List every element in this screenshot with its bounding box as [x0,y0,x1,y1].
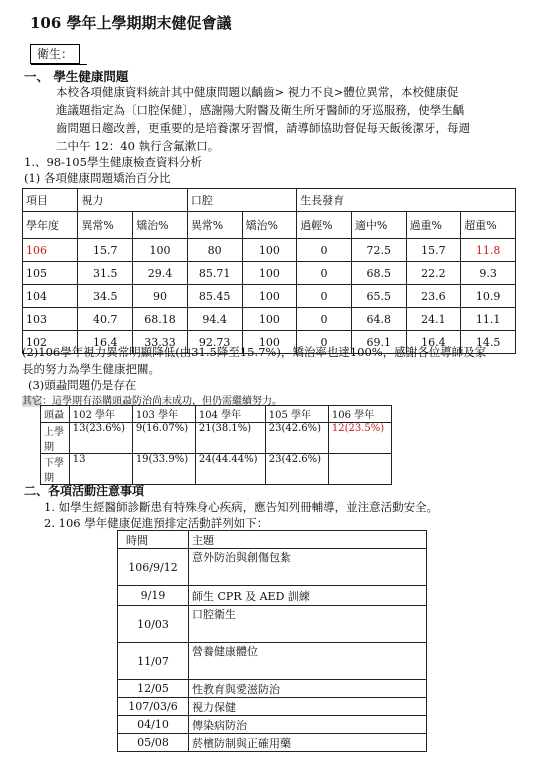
schedule-table [117,530,427,752]
schedule-topic: 菸檳防制與正確用藥 [189,734,427,752]
table-cell: 100 [242,239,297,262]
table-cell: 100 [242,308,297,331]
table-cell: 80 [187,239,242,262]
analysis-subheading: 1.、98-105學生健康檢查資料分析 [24,155,202,169]
table-cell-year: 103 [23,308,78,331]
table-header: 異常% [78,212,133,239]
schedule-date: 12/05 [118,680,189,698]
table-cell: 14.5 [461,331,516,354]
table-cell: 15.7 [406,239,461,262]
table-row [118,586,427,606]
table-row [23,239,516,262]
section2-heading: 二、各項活動注意事項 [24,484,145,498]
table-cell: 12(23.5%) [328,423,391,454]
table-cell: 65.5 [351,285,406,308]
section1-para-line-3: 齒問題日趨改善，更重要的是培養潔牙習慣，請導師協助督促每天飯後潔牙，每週 [56,121,470,135]
schedule-topic: 意外防治與創傷包紮 [189,549,427,586]
table-header: 過重% [406,212,461,239]
table-cell: 31.5 [78,262,133,285]
table-cell: 23(42.6%) [265,423,328,454]
table-row [41,454,392,485]
schedule-date: 107/03/6 [118,698,189,716]
schedule-topic: 性教育與愛滋防治 [189,680,427,698]
table-cell: 29.4 [133,262,188,285]
table-cell: 0 [297,331,352,354]
table-cell: 9(16.07%) [132,423,195,454]
table-header: 104 學年 [195,406,265,423]
section-tag: 衛生： [30,44,80,64]
table-header: 105 學年 [265,406,328,423]
table-cell: 10.9 [461,285,516,308]
table-header: 主題 [189,531,427,549]
section2-item-1: 1. 如學生經醫師診斷患有特殊身心疾病，應告知列冊輔導，並注意活動安全。 [44,500,439,514]
other-text: ：這學期有添購頭蝨防治尚未成功，但仍需繼續努力。 [42,396,282,407]
table-row [118,698,427,716]
table-cell: 100 [242,262,297,285]
table-cell: 40.7 [78,308,133,331]
table-header: 超重% [461,212,516,239]
table-cell: 23(42.6%) [265,454,328,485]
table-cell: 90 [133,285,188,308]
table-cell: 72.5 [351,239,406,262]
table-row [23,262,516,285]
health-table [22,188,516,354]
table-cell: 100 [242,331,297,354]
schedule-topic: 師生 CPR 及 AED 訓練 [189,586,427,606]
section1-para-line-4: 二中午 12：40 執行含氟漱口。 [56,139,220,153]
lice-note: (3)頭蝨問題仍是存在 [28,378,137,392]
table-cell: 9.3 [461,262,516,285]
table-cell: 16.4 [406,331,461,354]
schedule-date: 04/10 [118,716,189,734]
tag-underline [31,64,87,65]
table-cell: 68.18 [133,308,188,331]
rate-subheading: (1) 各項健康問題矯治百分比 [24,171,171,185]
table-cell-year: 104 [23,285,78,308]
other-label: 其它 [22,396,42,407]
table-cell: 22.2 [406,262,461,285]
table-header: 時間 [118,531,189,549]
table-header: 106 學年 [328,406,391,423]
table-row [41,423,392,454]
table-header: 異常% [187,212,242,239]
table-header: 過輕% [297,212,352,239]
schedule-date: 11/07 [118,643,189,680]
schedule-topic: 營養健康體位 [189,643,427,680]
page-title: 106 學年上學期期末健促會議 [30,14,232,32]
table-cell: 33.33 [133,331,188,354]
lice-table [40,405,392,485]
table-cell-year: 106 [23,239,78,262]
table-header: 項目 [23,189,78,212]
table-header: 103 學年 [132,406,195,423]
table-header: 頭蝨 [41,406,70,423]
table-cell: 24.1 [406,308,461,331]
table-row [23,308,516,331]
table-cell: 100 [133,239,188,262]
table-header: 矯治% [133,212,188,239]
section1-para-line-1: 本校各項健康資料統計其中健康問題以齲齒> 視力不良>體位異常，本校健康促 [56,85,459,99]
table-row [23,285,516,308]
table-row [118,606,427,643]
schedule-topic: 視力保健 [189,698,427,716]
table-header: 適中% [351,212,406,239]
schedule-topic: 口腔衛生 [189,606,427,643]
schedule-date: 10/03 [118,606,189,643]
table-cell: 11.8 [461,239,516,262]
table-header: 學年度 [23,212,78,239]
table-cell: 0 [297,285,352,308]
table-cell: 94.4 [187,308,242,331]
table-cell: 34.5 [78,285,133,308]
table-cell: 21(38.1%) [195,423,265,454]
table-row-label: 上學 期 [41,423,70,454]
table-row [118,680,427,698]
table-cell: 0 [297,239,352,262]
table-row [118,734,427,752]
section1-para-line-2: 進議題指定為〔口腔保健〕，感謝陽大附醫及衛生所牙醫師的牙巡服務，使學生齲 [56,103,465,117]
table-cell-year: 105 [23,262,78,285]
table-header: 視力 [78,189,187,212]
table-cell: 19(33.9%) [132,454,195,485]
table-row [118,643,427,680]
table-cell: 85.71 [187,262,242,285]
table-header: 口腔 [187,189,296,212]
table-cell: 23.6 [406,285,461,308]
table-cell-year: 102 [23,331,78,354]
table-cell: 100 [242,285,297,308]
schedule-topic: 傳染病防治 [189,716,427,734]
table-cell: 16.4 [78,331,133,354]
vision-note-line-2: 長的努力為學生健康把關。 [22,362,160,376]
table-cell: 15.7 [78,239,133,262]
schedule-date: 05/08 [118,734,189,752]
schedule-date: 106/9/12 [118,549,189,586]
table-cell: 69.1 [351,331,406,354]
table-cell: 13(23.6%) [69,423,132,454]
table-row [118,716,427,734]
table-cell: 92.73 [187,331,242,354]
table-cell: 24(44.44%) [195,454,265,485]
table-row-label: 下學 期 [41,454,70,485]
table-cell: 0 [297,262,352,285]
table-cell: 0 [297,308,352,331]
table-row [118,549,427,586]
table-cell: 68.5 [351,262,406,285]
table-cell: 11.1 [461,308,516,331]
table-header: 矯治% [242,212,297,239]
vision-note-line-1: (2)106學年視力異常明顯降低(由31.5降至15.7%)，矯治率也達100%，感謝各位導師及家 [22,345,487,359]
table-cell: 64.8 [351,308,406,331]
table-header: 102 學年 [69,406,132,423]
table-cell [328,454,391,485]
section2-item-2: 2. 106 學年健康促進預排定活動詳列如下： [44,516,269,530]
table-cell: 13 [69,454,132,485]
table-header: 生長發育 [297,189,516,212]
table-cell: 85.45 [187,285,242,308]
section1-heading: 一、 學生健康問題 [24,69,129,84]
schedule-date: 9/19 [118,586,189,606]
